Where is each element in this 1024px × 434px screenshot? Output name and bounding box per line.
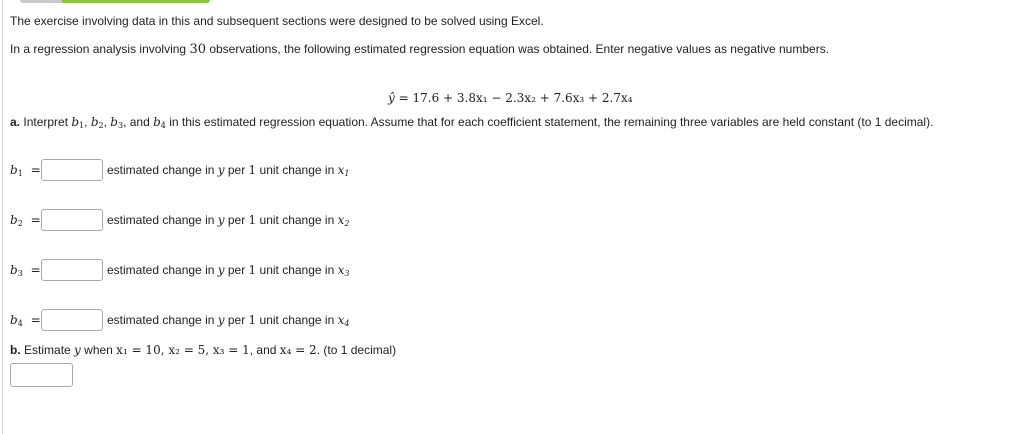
estimate-y-input[interactable] xyxy=(10,363,73,387)
b2-label: $b_2$ = xyxy=(10,212,41,228)
b3-row xyxy=(10,258,349,282)
b1-label: $b_1$ = xyxy=(10,162,41,178)
b3-label: $b_3$ = xyxy=(10,262,41,278)
b1-row xyxy=(10,158,349,182)
b4-row xyxy=(10,308,349,332)
b1-description: estimated change in y per 1 unit change in $x_1$ xyxy=(107,162,350,178)
b3-description: estimated change in y per 1 unit change in $x_3$ xyxy=(107,262,350,278)
b3-input[interactable] xyxy=(41,259,103,281)
part-a-instructions: a. Interpret $b_1$, $b_2$, $b_3$, and $b_4$ in this estimated regression equation. Assume that for each coefficient statement, the remaining three variables are held constant (to 1 decimal). xyxy=(10,115,934,130)
b4-input[interactable] xyxy=(41,309,103,331)
intro-line-2: In a regression analysis involving 30 observations, the following estimated regression equation was obtained. Enter negative values as negative numbers. xyxy=(10,42,830,57)
part-b-instructions: b. Estimate y when x₁ = 10, x₂ = 5, x₃ = 1, and x₄ = 2. (to 1 decimal) xyxy=(10,343,397,357)
b2-description: estimated change in y per 1 unit change in $x_2$ xyxy=(107,212,350,228)
b4-description: estimated change in y per 1 unit change in $x_4$ xyxy=(107,312,350,328)
b2-row xyxy=(10,208,349,232)
b1-input[interactable] xyxy=(41,159,103,181)
intro-line-1: The exercise involving data in this and subsequent sections were designed to be solved using Excel. xyxy=(10,14,544,28)
part-b-conditions: x₁ = 10, x₂ = 5, x₃ = 1 xyxy=(116,343,250,357)
observation-count: 30 xyxy=(189,42,206,57)
b4-label: $b_4$ = xyxy=(10,312,41,328)
regression-equation: ŷ = 17.6 + 3.8x₁ − 2.3x₂ + 7.6x₃ + 2.7x₄ xyxy=(388,91,633,105)
top-tab-indicator xyxy=(20,0,210,3)
b2-input[interactable] xyxy=(41,209,103,231)
